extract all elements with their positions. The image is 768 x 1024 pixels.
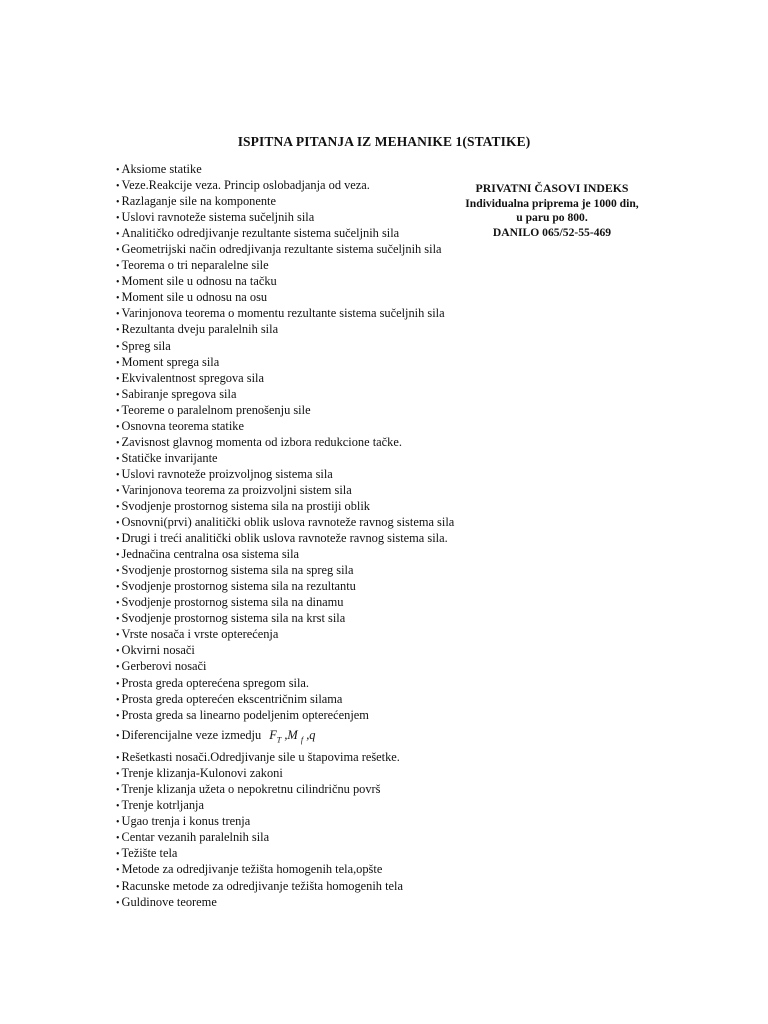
- question-text: Prosta greda sa linearno podeljenim opterećenjem: [121, 707, 369, 722]
- question-item: [116, 782, 454, 798]
- question-text: Uslovi ravnoteže proizvoljnog sistema sila: [121, 466, 333, 481]
- bullet-icon: •: [116, 801, 120, 813]
- bullet-icon: •: [116, 373, 120, 385]
- question-item: [116, 226, 454, 242]
- question-text: Osnovni(prvi) analitički oblik uslova ravnoteže ravnog sistema sila: [121, 515, 455, 530]
- bullet-icon: •: [116, 197, 120, 209]
- ad-price-pair: u paru po 800.: [516, 211, 588, 225]
- question-item: [116, 750, 454, 766]
- question-item: [116, 676, 454, 692]
- question-text: Racunske metode za odredjivanje težišta homogenih tela: [121, 878, 403, 893]
- bullet-icon: •: [116, 769, 120, 781]
- question-item: [116, 531, 454, 547]
- question-item: [116, 435, 454, 451]
- bullet-icon: •: [116, 485, 120, 497]
- bullet-icon: •: [116, 437, 120, 449]
- bullet-icon: •: [116, 309, 120, 321]
- bullet-icon: •: [116, 165, 120, 176]
- bullet-icon: •: [116, 646, 120, 658]
- bullet-icon: •: [116, 213, 120, 225]
- bullet-icon: •: [116, 181, 120, 193]
- question-item: [116, 611, 454, 627]
- question-text: Razlaganje sile na komponente: [121, 194, 276, 209]
- question-item: [116, 258, 454, 274]
- question-item: [116, 306, 454, 322]
- question-text: Centar vezanih paralelnih sila: [121, 830, 270, 845]
- question-item: [116, 290, 454, 306]
- question-item: [116, 830, 454, 846]
- formula-shear-force: F: [269, 727, 277, 742]
- question-text: Svodjenje prostornog sistema sila na dinamu: [121, 595, 344, 610]
- question-text: Prosta greda opterećen ekscentričnim silama: [121, 691, 343, 706]
- question-text: Diferencijalne veze izmedju: [121, 727, 262, 742]
- bullet-icon: •: [116, 849, 120, 861]
- bullet-icon: •: [116, 341, 120, 353]
- ad-contact: DANILO 065/52-55-469: [492, 225, 612, 239]
- bullet-icon: •: [116, 785, 120, 797]
- bullet-icon: •: [116, 662, 120, 674]
- formula-expression: $F_T$ ,M $_f$ ,q: [269, 727, 316, 745]
- question-item: [116, 194, 454, 210]
- bullet-icon: •: [116, 881, 120, 893]
- bullet-icon: •: [116, 293, 120, 305]
- question-item: [116, 339, 454, 355]
- question-text: Geometrijski način odredjivanja rezultante sistema sučeljnih sila: [121, 242, 442, 257]
- question-text: Svodjenje prostornog sistema sila na spreg sila: [121, 563, 354, 578]
- question-item: [116, 483, 454, 499]
- question-item: [116, 879, 454, 895]
- question-item: [116, 499, 454, 515]
- tutoring-ad: [462, 181, 642, 240]
- question-item: [116, 659, 454, 675]
- question-text: Svodjenje prostornog sistema sila na prostiji oblik: [121, 498, 370, 513]
- question-text: Rešetkasti nosači.Odredjivanje sile u štapovima rešetke.: [121, 750, 400, 765]
- question-item: [116, 895, 454, 911]
- bullet-icon: •: [116, 833, 120, 845]
- bullet-icon: •: [116, 897, 120, 909]
- bullet-icon: •: [116, 614, 120, 626]
- question-text: Varinjonova teorema o momentu rezultante sistema sučeljnih sila: [121, 306, 445, 321]
- question-item: [116, 862, 454, 878]
- question-text: Teoreme o paralelnom prenošenju sile: [121, 402, 311, 417]
- question-item: [116, 814, 454, 830]
- question-text: Analitičko odredjivanje rezultante sistema sučeljnih sila: [121, 226, 400, 241]
- bullet-icon: •: [116, 694, 120, 706]
- question-text: Osnovna teorema statike: [121, 418, 245, 433]
- question-text: Moment sile u odnosu na tačku: [121, 274, 277, 289]
- question-text: Aksiome statike: [121, 162, 202, 176]
- exam-question-list: [116, 162, 454, 911]
- bullet-icon: •: [116, 389, 120, 401]
- bullet-icon: •: [116, 421, 120, 433]
- bullet-icon: •: [116, 534, 120, 546]
- question-item: [116, 724, 454, 751]
- question-text: Zavisnost glavnog momenta od izbora redukcione tačke.: [121, 434, 402, 449]
- question-text: Rezultanta dveju paralelnih sila: [121, 322, 279, 337]
- bullet-icon: •: [116, 630, 120, 642]
- question-item: [116, 798, 454, 814]
- bullet-icon: •: [116, 501, 120, 513]
- question-item: [116, 355, 454, 371]
- bullet-icon: •: [116, 357, 120, 369]
- question-text: Uslovi ravnoteže sistema sučeljnih sila: [121, 210, 315, 225]
- question-item: [116, 766, 454, 782]
- question-item: [116, 210, 454, 226]
- question-text: Statičke invarijante: [121, 450, 218, 465]
- question-text: Težište tela: [121, 846, 178, 861]
- question-text: Gerberovi nosači: [121, 659, 207, 674]
- question-item: [116, 846, 454, 862]
- bullet-icon: •: [116, 865, 120, 877]
- question-text: Drugi i treći analitički oblik uslova ravnoteže ravnog sistema sila.: [121, 531, 448, 546]
- document-title: ISPITNA PITANJA IZ MEHANIKE 1(STATIKE): [237, 134, 531, 149]
- question-item: [116, 563, 454, 579]
- bullet-icon: •: [116, 582, 120, 594]
- question-text: Ugao trenja i konus trenja: [121, 814, 251, 829]
- bullet-icon: •: [116, 229, 120, 241]
- question-text: Teorema o tri neparalelne sile: [121, 258, 269, 273]
- formula-moment-subscript: f: [300, 735, 304, 745]
- formula-bending-moment: M: [287, 727, 298, 742]
- question-item: [116, 579, 454, 595]
- bullet-icon: •: [116, 261, 120, 273]
- question-item: [116, 595, 454, 611]
- bullet-icon: •: [116, 245, 120, 257]
- bullet-icon: •: [116, 518, 120, 530]
- bullet-icon: •: [116, 453, 120, 465]
- question-text: Trenje klizanja užeta o nepokretnu cilindričnu površ: [121, 782, 381, 797]
- bullet-icon: •: [116, 550, 120, 562]
- question-item: [116, 467, 454, 483]
- question-text: Jednačina centralna osa sistema sila: [121, 547, 300, 562]
- question-item: [116, 547, 454, 563]
- question-text: Varinjonova teorema za proizvoljni sistem sila: [121, 482, 352, 497]
- bullet-icon: •: [116, 469, 120, 481]
- question-text: Svodjenje prostornog sistema sila na rezultantu: [121, 579, 356, 594]
- question-item: [116, 451, 454, 467]
- question-text: Veze.Reakcije veza. Princip oslobadjanja od veza.: [121, 178, 370, 193]
- question-item: [116, 371, 454, 387]
- question-text: Vrste nosača i vrste opterećenja: [121, 627, 279, 642]
- question-text: Moment sprega sila: [121, 354, 220, 369]
- bullet-icon: •: [116, 277, 120, 289]
- bullet-icon: •: [116, 753, 120, 765]
- question-text: Sabiranje spregova sila: [121, 386, 237, 401]
- bullet-icon: •: [116, 678, 120, 690]
- question-item: [116, 643, 454, 659]
- question-text: Spreg sila: [121, 338, 171, 353]
- question-item: [116, 708, 454, 724]
- question-text: Svodjenje prostornog sistema sila na krst sila: [121, 611, 346, 626]
- question-item: [116, 403, 454, 419]
- question-text: Moment sile u odnosu na osu: [121, 290, 268, 305]
- ad-price-individual: Individualna priprema je 1000 din,: [465, 196, 639, 210]
- bullet-icon: •: [116, 710, 120, 722]
- question-item: [116, 627, 454, 643]
- formula-load: q: [309, 727, 316, 742]
- bullet-icon: •: [116, 598, 120, 610]
- bullet-icon: •: [116, 566, 120, 578]
- question-item: [116, 322, 454, 338]
- question-text: Metode za odredjivanje težišta homogenih tela,opšte: [121, 862, 383, 877]
- bullet-icon: •: [116, 405, 120, 417]
- question-item: [116, 242, 454, 258]
- question-item: [116, 178, 454, 194]
- question-item: [116, 162, 454, 178]
- question-text: Guldinove teoreme: [121, 894, 217, 909]
- bullet-icon: •: [116, 325, 120, 337]
- ad-heading: PRIVATNI ČASOVI INDEKS: [475, 181, 629, 195]
- question-item: [116, 515, 454, 531]
- question-text: Trenje kotrljanja: [121, 798, 204, 813]
- question-text: Ekvivalentnost spregova sila: [121, 370, 264, 385]
- question-item: [116, 692, 454, 708]
- bullet-icon: •: [116, 730, 120, 742]
- question-text: Prosta greda opterećena spregom sila.: [121, 675, 310, 690]
- question-item: [116, 419, 454, 435]
- question-text: Trenje klizanja-Kulonovi zakoni: [121, 766, 283, 781]
- formula-shear-subscript: T: [276, 735, 282, 745]
- question-item: [116, 387, 454, 403]
- question-item: [116, 274, 454, 290]
- bullet-icon: •: [116, 817, 120, 829]
- question-text: Okvirni nosači: [121, 643, 195, 658]
